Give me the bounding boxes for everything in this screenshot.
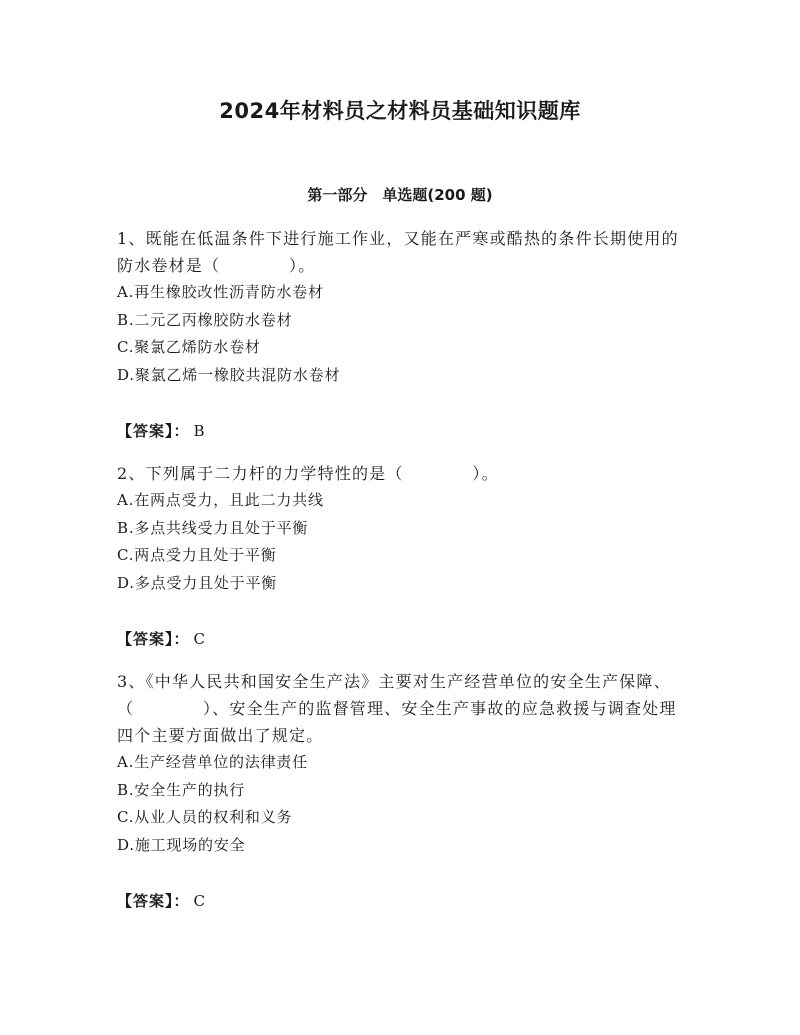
answer-label: 【答案】： xyxy=(117,630,190,648)
answer-line xyxy=(117,888,687,915)
question-stem: 3、《中华人民共和国安全生产法》主要对生产经营单位的安全生产保障、（ ）、安全生产的监督管理、安全生产事故的应急救援与调查处理四个主要方面做出了规定。 xyxy=(117,672,677,745)
question-item xyxy=(117,460,687,653)
option-b: B.多点共线受力且处于平衡 xyxy=(117,518,309,537)
answer-line xyxy=(117,626,687,653)
option-d: D.多点受力且处于平衡 xyxy=(117,573,278,592)
option-b: B.二元乙丙橡胶防水卷材 xyxy=(117,310,293,329)
answer-value: C xyxy=(193,630,205,648)
question-list xyxy=(117,225,687,930)
question-item xyxy=(117,668,687,915)
answer-value: B xyxy=(193,422,205,440)
answer-label: 【答案】： xyxy=(117,422,190,440)
option-a: A.再生橡胶改性沥青防水卷材 xyxy=(117,283,324,301)
question-stem: 2、下列属于二力杆的力学特性的是（ ）。 xyxy=(117,464,499,483)
option-a: A.生产经营单位的法律责任 xyxy=(117,753,309,771)
option-b: B.安全生产的执行 xyxy=(117,780,245,799)
option-c: C.从业人员的权利和义务 xyxy=(117,808,293,826)
section-heading: 第一部分 单选题(200 题) xyxy=(307,186,493,204)
document-title: 2024年材料员之材料员基础知识题库 xyxy=(219,99,581,123)
option-d: D.施工现场的安全 xyxy=(117,835,246,854)
option-a: A.在两点受力，且此二力共线 xyxy=(117,491,324,509)
question-item xyxy=(117,225,687,445)
option-c: C.两点受力且处于平衡 xyxy=(117,546,277,564)
answer-value: C xyxy=(193,892,205,910)
option-c: C.聚氯乙烯防水卷材 xyxy=(117,338,261,356)
option-d: D.聚氯乙烯一橡胶共混防水卷材 xyxy=(117,365,341,384)
answer-line xyxy=(117,418,687,445)
question-stem: 1、既能在低温条件下进行施工作业，又能在严寒或酷热的条件长期使用的防水卷材是（ ）。 xyxy=(117,229,679,275)
answer-label: 【答案】： xyxy=(117,892,190,910)
